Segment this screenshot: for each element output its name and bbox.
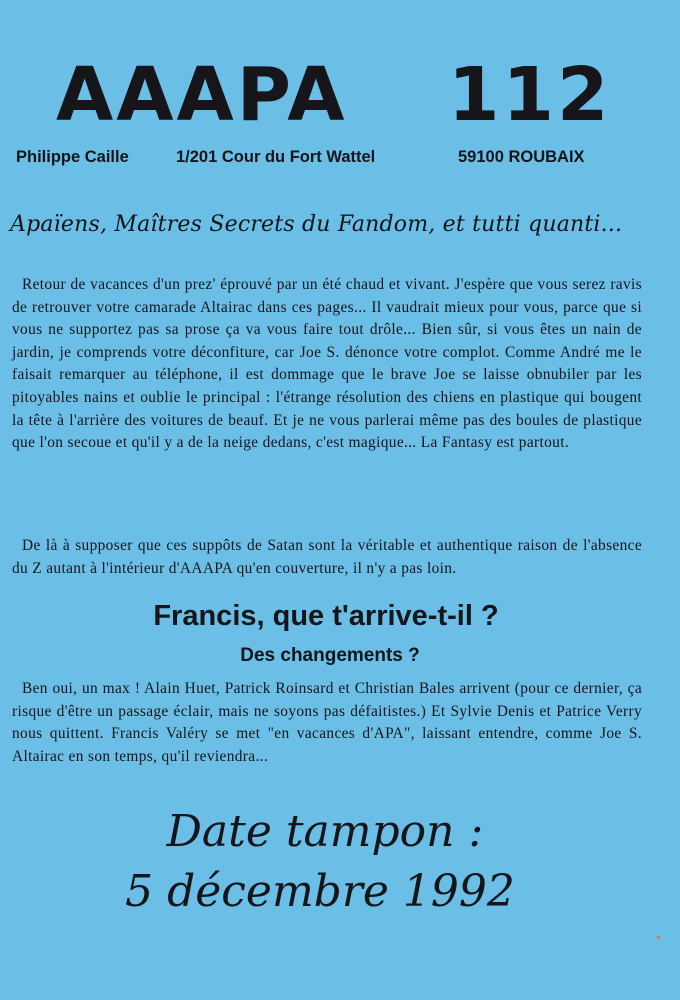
stamp-label: Date tampon : [166, 806, 484, 857]
paragraph-1: Retour de vacances d'un prez' éprouvé par un été chaud et vivant. J'espère que vous serez ravis de retrouver votre camarade Altairac dans ces pages... Il vaudrait mieux pour vous, parce que si vous ne supportez pas sa prose ça va vous faire tout drôle... Bien sûr, si vous êtes un nain de jardin, je comprends votre déconfiture, car Joe S. dénonce votre complot. Comme André me le faisait remarquer au téléphone, il est dommage que le brave Joe se laisse obnubiler par les pitoyables nains et oublie le principal : l'étrange résolution des chiens en plastique qui bougent la tête à l'arrière des voitures de beauf. Et je ne vous parlerai même pas des boules de plastique que l'on secoue et qu'il y a de la neige dedans, c'est magique... La Fantasy est partout. [12, 276, 642, 452]
section-headline: Francis, que t'arrive-t-il ? [153, 600, 499, 632]
address-city: 59100 ROUBAIX [458, 148, 585, 166]
changes-paragraph [12, 678, 642, 768]
issue-number: 112 [448, 52, 612, 138]
stamp-date: 5 décembre 1992 [125, 866, 515, 917]
address-street: 1/201 Cour du Fort Wattel [176, 148, 376, 166]
intro-paragraph [12, 274, 642, 455]
greeting-line: Apaïens, Maîtres Secrets du Fandom, et tutti quanti... [10, 212, 623, 237]
zine-title: AAAPA [56, 52, 348, 138]
paragraph-3: Ben oui, un max ! Alain Huet, Patrick Roinsard et Christian Bales arrivent (pour ce dernier, ça risque d'être un passage éclair, mais ne soyons pas défaitistes.) Et Sylvie Denis et Patrice Verry nous quittent. Francis Valéry se met "en vacances d'APA", laissant entendre, comme Joe S. Altairac en son temps, qu'il reviendra... [12, 680, 642, 765]
section-subhead: Des changements ? [240, 645, 420, 666]
second-paragraph [12, 535, 642, 580]
paragraph-2: De là à supposer que ces suppôts de Satan sont la véritable et authentique raison de l'absence du Z autant à l'intérieur d'AAAPA qu'en couverture, il n'y a pas loin. [12, 537, 642, 577]
masthead [56, 52, 656, 138]
address-name: Philippe Caille [16, 148, 129, 166]
paper-speck [657, 936, 660, 939]
